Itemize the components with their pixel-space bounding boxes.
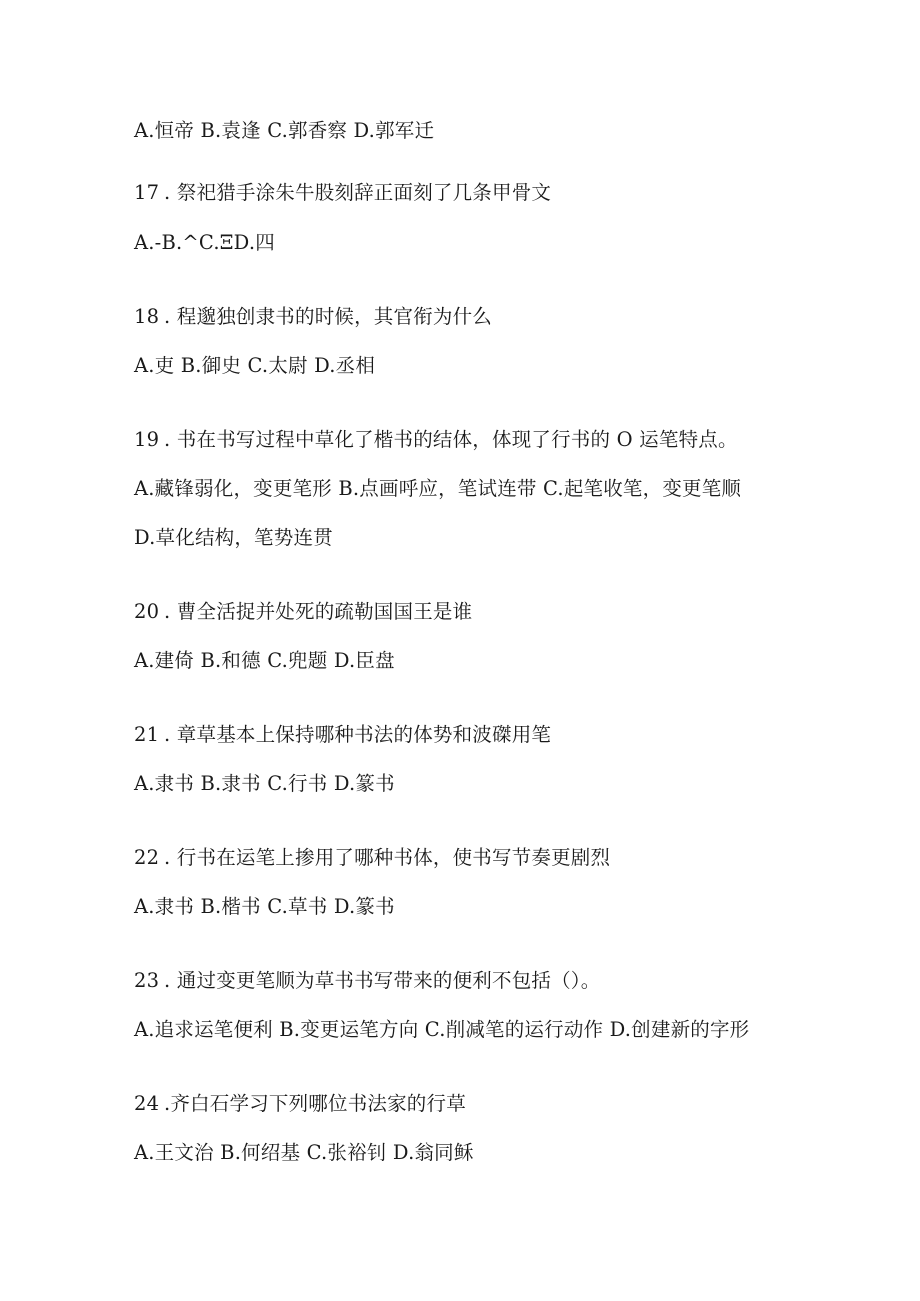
options-line: A.藏锋弱化，变更笔形 B.点画呼应，笔试连带 C.起笔收笔，变更笔顺 (134, 477, 742, 500)
options-line: A.恒帝 B.袁逢 C.郭香察 D.郭军迁 (134, 119, 435, 142)
question-number: 18 (134, 305, 160, 328)
question-17 (134, 180, 551, 206)
question-number: 22 (134, 846, 160, 869)
question-number: 21 (134, 723, 160, 746)
question-text: . 书在书写过程中草化了楷书的结体，体现了行书的 O 运笔特点。 (164, 428, 738, 451)
question-number: 24 (134, 1092, 160, 1115)
question-text: . 通过变更笔顺为草书书写带来的便利不包括（）。 (164, 969, 601, 992)
question-text: . 祭祀猎手涂朱牛股刻辞正面刻了几条甲骨文 (164, 181, 552, 204)
question-24 (134, 1091, 466, 1117)
question-18 (134, 304, 492, 330)
question-text: . 曹全活捉并处死的疏勒国国王是谁 (164, 600, 473, 623)
options-line: A.王文治 B.何绍基 C.张裕钊 D.翁同稣 (134, 1141, 474, 1164)
question-text: . 行书在运笔上掺用了哪种书体，使书写节奏更剧烈 (164, 846, 611, 869)
question-19 (134, 427, 738, 453)
question-text: . 程邈独创隶书的时候，其官衔为什么 (164, 305, 492, 328)
options-line: A.建倚 B.和德 C.兜题 D.臣盘 (134, 649, 395, 672)
question-21 (134, 722, 551, 748)
question-number: 23 (134, 969, 160, 992)
options-line: A.追求运笔便利 B.变更运笔方向 C.削减笔的运行动作 D.创建新的字形 (134, 1018, 750, 1041)
options-line: A.隶书 B.楷书 C.草书 D.篆书 (134, 895, 395, 918)
question-number: 19 (134, 428, 160, 451)
question-23 (134, 968, 600, 994)
options-line: D.草化结构，笔势连贯 (134, 526, 333, 549)
question-20 (134, 599, 472, 625)
options-line: A.-B.^C.ΞD.四 (134, 231, 275, 254)
question-text: .齐白石学习下列哪位书法家的行草 (164, 1092, 466, 1115)
question-text: . 章草基本上保持哪种书法的体势和波磔用笔 (164, 723, 552, 746)
options-line: A.隶书 B.隶书 C.行书 D.篆书 (134, 772, 395, 795)
question-22 (134, 845, 610, 871)
question-number: 20 (134, 600, 160, 623)
question-number: 17 (134, 181, 160, 204)
options-line: A.吏 B.御史 C.太尉 D.丞相 (134, 354, 376, 377)
